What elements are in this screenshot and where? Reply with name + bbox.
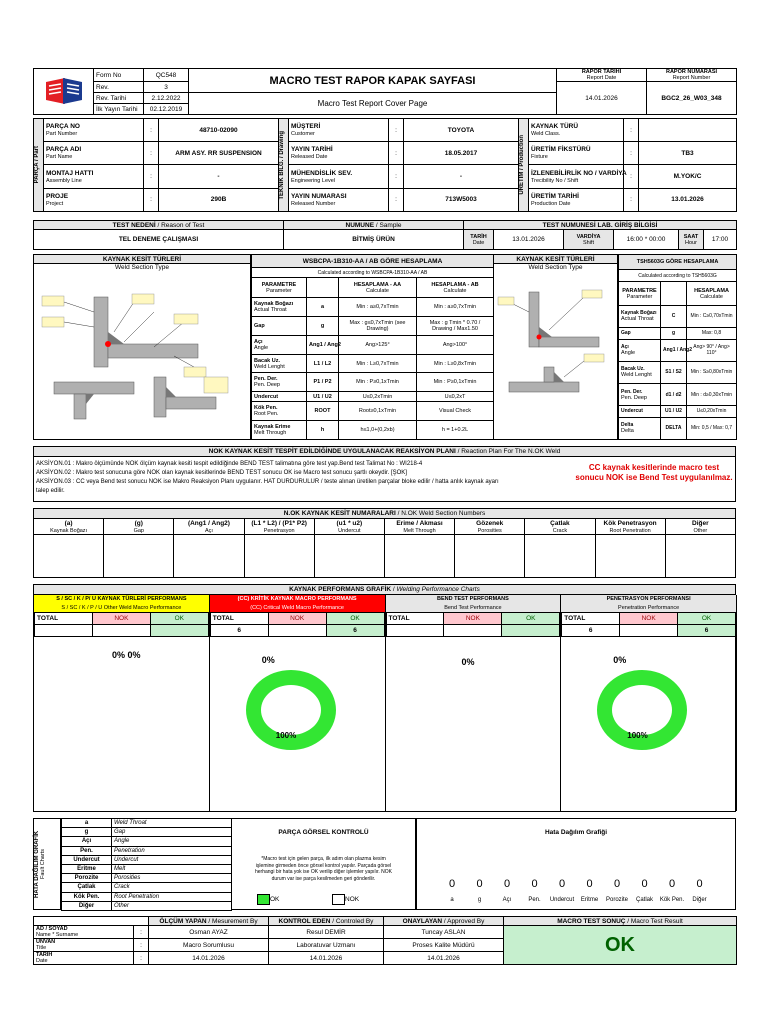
fault-section (33, 818, 736, 910)
wl-ab: Min : L≥0,8xTmin (417, 354, 494, 373)
approved-by-header: ONAYLAYAN / Approved By (384, 917, 504, 926)
report-date-header: RAPOR TARİHİ Report Date (557, 69, 647, 82)
bar-value-label: 0 (641, 878, 648, 890)
bar-value-label: 0 (668, 878, 676, 890)
approver-name: Tuncay ASLAN (384, 926, 504, 939)
bar-value-label: 0 (476, 878, 483, 890)
colon: : (389, 165, 404, 188)
perf-nok (444, 625, 502, 637)
measured-by-header: ÖLÇÜM YAPAN / Mesurement By (149, 917, 269, 926)
date-label: TARİH Date (464, 230, 494, 250)
weld-types-sub-right: Weld Section Type (528, 264, 583, 271)
nok-label: NOK (268, 613, 326, 625)
wr-value: Ang> 90° / Ang> 110° (687, 339, 737, 361)
perf-panel-sub: (CC) Critical Weld Macro Performance (210, 604, 385, 612)
colon: : (144, 188, 159, 211)
fault-side: HATA DAĞILIM GRAFİK Fault Charts (33, 818, 61, 910)
part-label3-1: ÜRETİM FİKSTÜRÜ Fixture (529, 142, 624, 165)
fault-desc: Weld Throat (112, 819, 232, 828)
part-info (33, 118, 736, 212)
perf-total (386, 625, 444, 637)
wl-key: Ang1 / Ang2 (307, 335, 339, 354)
part-label3-2: İZLENEBİLİRLİK NO / VARDİYA Trecibility No / Shift (529, 165, 624, 188)
fault-key: Kök Pen. (62, 892, 112, 901)
nok-numbers-title: N.OK KAYNAK KESİT NUMARALARI / N.OK Weld Section Numbers (34, 509, 736, 519)
assembly-line: - (159, 165, 279, 188)
fault-key: Eritme (62, 864, 112, 873)
weld-types-sub: Weld Section Type (115, 264, 169, 271)
perf-nok (268, 625, 326, 637)
engineering-level: - (404, 165, 519, 188)
part-label-3: PROJE Project (44, 188, 144, 211)
category-label: Diğer (692, 897, 707, 903)
fault-desc: Other (112, 901, 232, 910)
weld-section-diagram (34, 272, 250, 437)
part-label-2: MONTAJ HATTI Assembly Line (44, 165, 144, 188)
wr-value: Min : C≥0,70xTmin (687, 305, 737, 327)
wr-value: Min : d≥0,30xTmin (687, 383, 737, 405)
perf-panel (34, 595, 210, 811)
fault-key: g (62, 828, 112, 837)
form-no-label: Form No (94, 69, 144, 82)
std-title-right: TSH5603G GÖRE HESAPLAMA (619, 255, 737, 270)
perf-total: 6 (562, 625, 620, 637)
total-label: TOTAL (35, 613, 93, 625)
nok-col-header: (g) Gap (104, 519, 174, 535)
fault-chart-title: Hata Dağılım Grafiği (544, 829, 608, 836)
nok-col-header: (a) Kaynak Boğazı (34, 519, 104, 535)
released-number: 713W5003 (404, 188, 519, 211)
wl-aa: Root≥0,1xTmin (339, 402, 417, 421)
colon: : (624, 119, 639, 142)
part-label3-3: ÜRETİM TARİHİ Production Date (529, 188, 624, 211)
perf-ok (150, 625, 208, 637)
sample-header: NUMUNE / Sample (284, 221, 464, 230)
production-side-label: ÜRETİM / Production (519, 135, 525, 195)
wr-param: Açı Angle (619, 339, 661, 361)
fault-key: Çatlak (62, 883, 112, 892)
wr-param: Pen. Der. Pen. Deep (619, 383, 661, 405)
perf-pct-ok: 100% (275, 731, 297, 740)
technical-side-label: TEKNİK BİLG. / Drawing (279, 130, 285, 200)
category-label: Undercut (549, 897, 575, 903)
visual-check-title: PARÇA GÖRSEL KONTROLÜ (278, 829, 369, 836)
fault-desc: Penetration (112, 846, 232, 855)
nok-col-header: Çatlak Crack (525, 519, 595, 535)
total-label: TOTAL (386, 613, 444, 625)
nok-col-header: (u1 * u2) Undercut (314, 519, 384, 535)
visual-check-note: *Macro test için gelen parça, ilk adım olan plazma kesim işlemine girmeden önce görsel kontrol yapılır. Parçada görsel herhangi bir hata yok ise OK verilip diğer işlemler yapılır. NOK durum var ise parça kesilmeden geri gönderilir. (254, 856, 392, 882)
part-label3-0: KAYNAK TÜRÜ Weld Class. (529, 119, 624, 142)
approver-title: Proses Kalite Müdürü (384, 939, 504, 952)
perf-panel-sub: Bend Test Performance (386, 604, 561, 612)
lab-info-header: TEST NUMUNESİ LAB. GİRİŞ BİLGİSİ (464, 221, 737, 230)
category-label: Pen. (528, 897, 541, 903)
wl-ab: Min : a≥0,7xTmin (417, 298, 494, 317)
fault-desc: Porosities (112, 874, 232, 883)
category-label: Porozite (605, 897, 629, 903)
colon: : (144, 119, 159, 142)
measurer-date: 14.01.2026 (149, 952, 269, 965)
perf-panel-sub: Penetration Performance (561, 604, 736, 612)
wr-key: Ang1 / Ang2 (661, 339, 687, 361)
wl-aa: Min : P≥0,1xTmin (339, 373, 417, 392)
report-number: BGC2_26_W03_348 (647, 82, 737, 115)
wl-key: L1 / L2 (307, 354, 339, 373)
reaction-plan-title: NOK KAYNAK KESİT TESPİT EDİLDİĞİNDE UYGULANACAK REAKSİYON PLANI / Reaction Plan For The N.OK Weld (34, 447, 735, 457)
ok-label: OK (502, 613, 560, 625)
weld-section-left (33, 254, 251, 440)
wl-aa: Ang>125° (339, 335, 417, 354)
perf-total: 6 (210, 625, 268, 637)
total-label: TOTAL (210, 613, 268, 625)
total-label: TOTAL (562, 613, 620, 625)
action-2: AKSİYON.02 : Makro test sonucuna göre NOK olan kaynak kesitlerinde BEND TEST sonucu OK ise Macro test sonucu şartlı okeydir. [ŞOK] (36, 470, 407, 476)
shift-label: VARDİYA Shift (564, 230, 614, 250)
nok-col-header: (Ang1 / Ang2) Açı (174, 519, 244, 535)
std-sub-left: Calculated according to WSBCPA-1B310-AA / AB (252, 268, 494, 278)
wl-key: h (307, 421, 339, 440)
pub-date-label: İlk Yayın Tarihi (94, 104, 144, 115)
wr-param: Bacak Uz. Weld Lenght (619, 361, 661, 383)
wl-ab: Min : P≥0,1xTmin (417, 373, 494, 392)
perf-panel-title: S / SC / K / P/ U KAYNAK TÜRLERİ PERFORMANS (34, 595, 209, 604)
bar-value-label: 0 (531, 878, 538, 890)
param-header-right: PARAMETRE Parameter (619, 282, 661, 306)
wl-param: Kaynak Boğazı Actual Throat (252, 298, 307, 317)
bar-value-label: 0 (503, 878, 511, 890)
wr-param: Kaynak Boğazı Actual Throat (619, 305, 661, 327)
wl-key: a (307, 298, 339, 317)
measurer-name: Osman AYAZ (149, 926, 269, 939)
colon: : (144, 142, 159, 165)
form-no: QC548 (144, 69, 189, 82)
colon: : (624, 188, 639, 211)
fault-desc: Angle (112, 837, 232, 846)
category-label: Açı (502, 897, 512, 903)
wl-ab: Visual Check (417, 402, 494, 421)
fault-chart-svg (417, 837, 735, 907)
controlled-by-header: KONTROL EDEN / Controled By (269, 917, 384, 926)
result-header: MACRO TEST SONUÇ / Macro Test Result (504, 917, 737, 926)
fault-chart (416, 818, 736, 910)
bar-value-label: 0 (448, 878, 456, 890)
colon: : (389, 188, 404, 211)
rev-date: 2.12.2022 (144, 93, 189, 104)
weld-class (639, 119, 737, 142)
category-label: Çatlak (635, 897, 654, 903)
nok-col-header: Kök Penetrasyon Root Penetration (595, 519, 665, 535)
test-result: OK (504, 926, 737, 965)
wl-ab: U≤0,2xT (417, 392, 494, 402)
wr-param: Delta Delta (619, 417, 661, 439)
wr-value: U≤0,20xTmin (687, 406, 737, 418)
perf-panel-sub: S / SC / K / P / U Other Weld Macro Performance (34, 604, 209, 612)
wr-key: S1 / S2 (661, 361, 687, 383)
sign-label-0: AD / SOYAD Name * Surname (34, 926, 134, 939)
fault-desc: Undercut (112, 855, 232, 864)
perf-total (35, 625, 93, 637)
wl-aa: Min : a≥0,7xTmin (339, 298, 417, 317)
traceability: M.YOK/C (639, 165, 737, 188)
test-info (33, 220, 736, 250)
perf-nok (620, 625, 678, 637)
wl-aa: Max : g≤0,7xTmin (see Drawing) (339, 317, 417, 336)
nok-label: NOK (92, 613, 150, 625)
wl-param: Pen. Der. Pen. Deep (252, 373, 307, 392)
measurer-title: Macro Sorumlusu (149, 939, 269, 952)
wl-key: P1 / P2 (307, 373, 339, 392)
colon: : (134, 926, 149, 939)
report-no-header: RAPOR NUMARASI Report Number (647, 69, 737, 82)
test-date: 13.01.2026 (494, 230, 564, 250)
category-label: g (477, 897, 482, 903)
test-reason-header: TEST NEDENİ / Reason of Test (34, 221, 284, 230)
bar-value-label: 0 (696, 878, 703, 890)
fault-key: Açı (62, 837, 112, 846)
perf-panel (210, 595, 386, 811)
fault-desc: Root Penetration (112, 892, 232, 901)
part-label2-1: YAYIN TARİHİ Released Date (289, 142, 389, 165)
report-date: 14.01.2026 (557, 82, 647, 115)
wl-param: Kaynak Erime Melt Through (252, 421, 307, 440)
action-3: AKSİYON.03 : CC veya Bend test sonucu NOK ise Makro Reaksiyon Planı uygulanır. HAT DURDURULUR / teste alınan üretilen parçalar bloke edilir / hatta anlık kaynak ayarı (36, 479, 499, 485)
colon: : (389, 142, 404, 165)
perf-ok: 6 (678, 625, 736, 637)
perf-panel (386, 595, 562, 811)
ok-label: OK (678, 613, 736, 625)
nok-checkbox[interactable]: NOK (332, 894, 359, 905)
hour-label: SAAT Hour (679, 230, 704, 250)
report-subtitle: Macro Test Report Cover Page (189, 93, 557, 115)
perf-ok: 6 (326, 625, 384, 637)
approver-date: 14.01.2026 (384, 952, 504, 965)
test-reason: TEL DENEME ÇALIŞMASI (34, 230, 284, 250)
wl-param: Undercut (252, 392, 307, 402)
calc-header-right: HESAPLAMA Calculate (687, 282, 737, 306)
fault-legend (61, 818, 231, 911)
nok-label: NOK (620, 613, 678, 625)
test-shift: 16:00 * 00:00 (614, 230, 679, 250)
performance-title: KAYNAK PERFORMANS GRAFİK / Welding Performance Charts (34, 585, 735, 595)
param-header: PARAMETRE Parameter (252, 278, 307, 298)
perf-pct-nok: 0% 0% (112, 650, 141, 660)
rev-label: Rev. (94, 82, 144, 93)
part-label2-3: YAYIN NUMARASI Released Number (289, 188, 389, 211)
nok-numbers (33, 508, 736, 578)
action-1: AKSİYON.01 : Makro ölçümünde NOK ölçüm kaynak kesiti tespit edildiğinde BEND TEST talimatına göre test yap.Bend test Talimat No : WI218-4 (36, 461, 423, 467)
customer: TOYOTA (404, 119, 519, 142)
weld-types-title: KAYNAK KESİT TÜRLERİ (34, 255, 250, 264)
wr-param: Undercut (619, 406, 661, 418)
fault-desc: Crack (112, 883, 232, 892)
weld-calc-right (618, 254, 736, 440)
performance-charts (33, 584, 736, 812)
weld-calc-left (251, 254, 493, 440)
wr-param: Gap (619, 327, 661, 339)
project: 290B (159, 188, 279, 211)
part-label-1: PARÇA ADI Part Name (44, 142, 144, 165)
perf-ok (502, 625, 560, 637)
nok-col-header: Gözenek Porosities (455, 519, 525, 535)
std-sub-right: Calculated according to TSH5603G (619, 270, 737, 282)
colon: : (624, 142, 639, 165)
perf-panel-title: (CC) KRİTİK KAYNAK MACRO PERFORMANS (210, 595, 385, 604)
wr-key: d1 / d2 (661, 383, 687, 405)
weld-types-title-right: KAYNAK KESİT TÜRLERİ (494, 255, 617, 264)
visual-check (231, 818, 416, 910)
wr-key: C (661, 305, 687, 327)
perf-panel (561, 595, 737, 811)
category-label: Kök Pen. (659, 897, 685, 903)
perf-pct-nok: 0% (261, 655, 275, 665)
action-3-cont: talep edilir. (36, 488, 65, 494)
part-label2-2: MÜHENDİSLİK SEV. Engineering Level (289, 165, 389, 188)
category-label: a (450, 897, 454, 903)
aa-header: HESAPLAMA - AA Calculate (339, 278, 417, 298)
bar-value-label: 0 (558, 878, 566, 890)
fixture: TB3 (639, 142, 737, 165)
part-name: ARM ASY. RR SUSPENSION (159, 142, 279, 165)
wr-key: DELTA (661, 417, 687, 439)
wr-key: U1 / U2 (661, 406, 687, 418)
fault-desc: Gap (112, 828, 232, 837)
ok-label: OK (150, 613, 208, 625)
weld-section-diagram-right (494, 272, 617, 437)
part-side-label: PARÇA / Part (34, 146, 40, 184)
perf-nok (92, 625, 150, 637)
wl-aa: U≤0,2xTmin (339, 392, 417, 402)
wl-ab: h = 1+0.2L (417, 421, 494, 440)
wl-param: Açı Angle (252, 335, 307, 354)
reaction-plan (33, 446, 736, 502)
wl-param: Bacak Uz. Weld Lenght (252, 354, 307, 373)
colon: : (624, 165, 639, 188)
colon: : (389, 119, 404, 142)
released-date: 18.05.2017 (404, 142, 519, 165)
sign-label-1: ÜNVAN Title (34, 939, 134, 952)
cc-note: CC kaynak kesitlerinde macro test sonucu NOK ise Bend Test uygulanılmaz. (575, 463, 733, 482)
controller-name: Resul DEMİR (269, 926, 384, 939)
fault-key: Porozite (62, 874, 112, 883)
wl-param: Gap (252, 317, 307, 336)
std-title-left: WSBCPA-1B310-AA / AB GÖRE HESAPLAMA (252, 255, 494, 268)
fault-key: Diğer (62, 901, 112, 910)
perf-pct-ok: 100% (627, 731, 648, 740)
wr-key: g (661, 327, 687, 339)
company-logo (34, 69, 94, 115)
wl-key: U1 / U2 (307, 392, 339, 402)
perf-panel-title: BEND TEST PERFORMANS (386, 595, 561, 604)
wl-key: g (307, 317, 339, 336)
test-hour: 17:00 (704, 230, 737, 250)
perf-panel-title: PENETRASYON PERFORMANSI (561, 595, 736, 604)
wr-value: Min: 0,5 / Max: 0,7 (687, 417, 737, 439)
fault-key: Pen. (62, 846, 112, 855)
colon: : (134, 952, 149, 965)
signatures (33, 916, 736, 964)
sample: BİTMİŞ ÜRÜN (284, 230, 464, 250)
perf-pct-nok: 0% (461, 657, 475, 667)
pub-date: 02.12.2019 (144, 104, 189, 115)
bar-value-label: 0 (613, 878, 621, 890)
wl-aa: Min : L≥0,7xTmin (339, 354, 417, 373)
wl-key: ROOT (307, 402, 339, 421)
fault-key: Undercut (62, 855, 112, 864)
part-label-0: PARÇA NO Part Number (44, 119, 144, 142)
report-header (33, 68, 736, 112)
rev-date-label: Rev. Tarihi (94, 93, 144, 104)
part-number: 48710-02090 (159, 119, 279, 142)
perf-pct-nok: 0% (613, 655, 627, 665)
nok-col-header: Diğer Other (665, 519, 735, 535)
ok-label: OK (326, 613, 384, 625)
reaction-actions (36, 460, 556, 496)
wr-value: Max: 0,8 (687, 327, 737, 339)
bar-value-label: 0 (586, 878, 593, 890)
controller-title: Laboratuvar Uzmanı (269, 939, 384, 952)
report-title: MACRO TEST RAPOR KAPAK SAYFASI (189, 69, 557, 93)
nok-col-header: (L1 * L2) / (P1* P2) Penetrasyon (244, 519, 314, 535)
category-label: Eritme (580, 897, 599, 903)
nok-label: NOK (444, 613, 502, 625)
nok-col-header: Erime / Akması Melt Through (384, 519, 454, 535)
rev-value: 3 (144, 82, 189, 93)
colon: : (144, 165, 159, 188)
sign-label-2: TARİH Date (34, 952, 134, 965)
ok-box-icon (257, 894, 270, 905)
wl-ab: Ang>100° (417, 335, 494, 354)
fault-key: a (62, 819, 112, 828)
report-sheet (33, 68, 736, 964)
fault-desc: Melt (112, 864, 232, 873)
part-label2-0: MÜŞTERİ Customer (289, 119, 389, 142)
wr-value: Min : S≥0,80xTmin (687, 361, 737, 383)
weld-section-right (493, 254, 618, 440)
nok-box-icon (332, 894, 345, 905)
wl-ab: Max : g Tmin * 0.70 / Drawing / Max1.50 (417, 317, 494, 336)
production-date: 13.01.2026 (639, 188, 737, 211)
ab-header: HESAPLAMA - AB Calculate (417, 278, 494, 298)
wl-aa: h≤1,0+(0,2xb) (339, 421, 417, 440)
controller-date: 14.01.2026 (269, 952, 384, 965)
ok-checkbox[interactable]: OK (257, 894, 279, 905)
wl-param: Kök Pen. Root Pen. (252, 402, 307, 421)
colon: : (134, 939, 149, 952)
weld-sections (33, 254, 736, 440)
logo-icon (43, 74, 85, 108)
